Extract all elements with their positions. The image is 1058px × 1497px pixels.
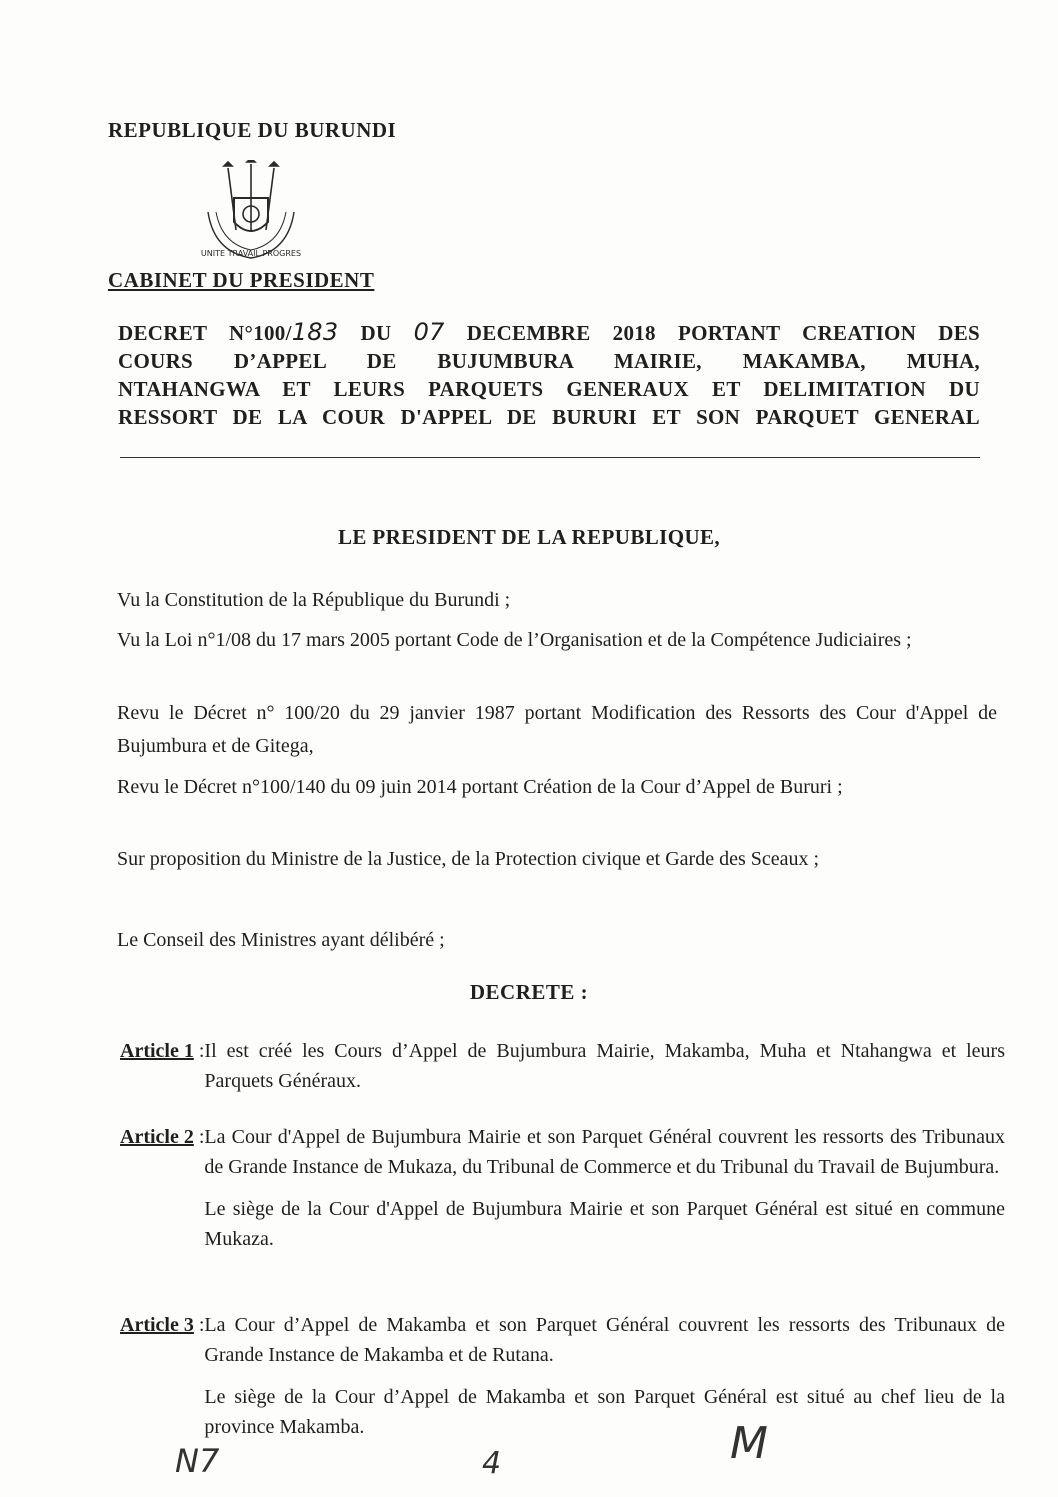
article-3-seat: Le siège de la Cour d’Appel de Makamba et son Parquet Général est situé au chef lieu de la province Makamba. xyxy=(204,1386,1005,1438)
consideration-2: Vu la Loi n°1/08 du 17 mars 2005 portant Code de l’Organisation et de la Compétence Judiciaires ; xyxy=(117,629,912,651)
decree-title-line-1: DECRET N°100/183 DU 07 DECEMBRE 2018 PORTANT CREATION DES xyxy=(118,318,980,346)
motto-text: UNITE TRAVAIL PROGRES xyxy=(200,249,302,258)
article-1-label: Article 1 xyxy=(120,1040,194,1062)
republic-header: REPUBLIQUE DU BURUNDI xyxy=(108,118,397,142)
decree-title-line-4: RESSORT DE LA COUR D'APPEL DE BURURI ET SON PARQUET GENERAL xyxy=(118,405,980,429)
article-2-label: Article 2 xyxy=(120,1126,194,1148)
consideration-5: Sur proposition du Ministre de la Justice, de la Protection civique et Garde des Sceaux ; xyxy=(117,848,820,870)
handwritten-decree-number: 183 xyxy=(291,318,339,346)
consideration-4: Revu le Décret n°100/140 du 09 juin 2014 portant Création de la Cour d’Appel de Bururi ; xyxy=(117,776,843,798)
decrete-heading: DECRETE : xyxy=(469,980,589,1004)
article-3-label: Article 3 xyxy=(120,1314,194,1336)
president-heading: LE PRESIDENT DE LA REPUBLIQUE, xyxy=(337,525,721,549)
consideration-6: Le Conseil des Ministres ayant délibéré ; xyxy=(117,929,445,951)
article-3-text: La Cour d’Appel de Makamba et son Parquet Général couvrent les ressorts des Tribunaux de Grande Instance de Makamba et de Rutana. xyxy=(204,1314,1005,1366)
article-3: Article 3 : La Cour d’Appel de Makamba et son Parquet Général couvrent les ressorts des Tribunaux de Grande Instance de Makamba et de Rutana. Le siège de la Cour d’Appel de Makamba et son Parquet Général est situé au chef lieu de la province Makamba. xyxy=(120,1310,1005,1442)
article-1: Article 1 : Il est créé les Cours d’Appel de Bujumbura Mairie, Makamba, Muha et Ntahangwa et leurs Parquets Généraux. xyxy=(120,1036,1005,1096)
initials-left: N7 xyxy=(175,1442,220,1480)
handwritten-day: 07 xyxy=(413,318,445,346)
decree-title-line-3: NTAHANGWA ET LEURS PARQUETS GENERAUX ET DELIMITATION DU xyxy=(118,377,980,401)
decree-title xyxy=(118,318,980,431)
coat-of-arms-emblem xyxy=(196,160,306,268)
article-1-text: Il est créé les Cours d’Appel de Bujumbura Mairie, Makamba, Muha et Ntahangwa et leurs Parquets Généraux. xyxy=(204,1040,1005,1092)
page-number: 4 xyxy=(482,1446,502,1481)
consideration-1: Vu la Constitution de la République du Burundi ; xyxy=(117,589,511,611)
initials-right: M xyxy=(730,1418,768,1469)
article-2-seat: Le siège de la Cour d'Appel de Bujumbura Mairie et son Parquet Général est situé en commune Mukaza. xyxy=(204,1198,1005,1250)
article-2-text: La Cour d'Appel de Bujumbura Mairie et son Parquet Général couvrent les ressorts des Tribunaux de Grande Instance de Mukaza, du Tribunal de Commerce et du Tribunal du Travail de Bujumbura. xyxy=(204,1126,1005,1178)
article-2: Article 2 : La Cour d'Appel de Bujumbura Mairie et son Parquet Général couvrent les ressorts des Tribunaux de Grande Instance de Mukaza, du Tribunal de Commerce et du Tribunal du Travail de Bujumbura. Le siège de la Cour d'Appel de Bujumbura Mairie et son Parquet Général est situé en commune Mukaza. xyxy=(120,1122,1005,1254)
cabinet-header: CABINET DU PRESIDENT xyxy=(108,268,375,292)
decree-title-line-2: COURS D’APPEL DE BUJUMBURA MAIRIE, MAKAMBA, MUHA, xyxy=(118,349,980,373)
consideration-3: Revu le Décret n° 100/20 du 29 janvier 1987 portant Modification des Ressorts des Cour d'Appel de Bujumbura et de Gitega, xyxy=(117,702,997,757)
title-divider xyxy=(120,457,980,458)
